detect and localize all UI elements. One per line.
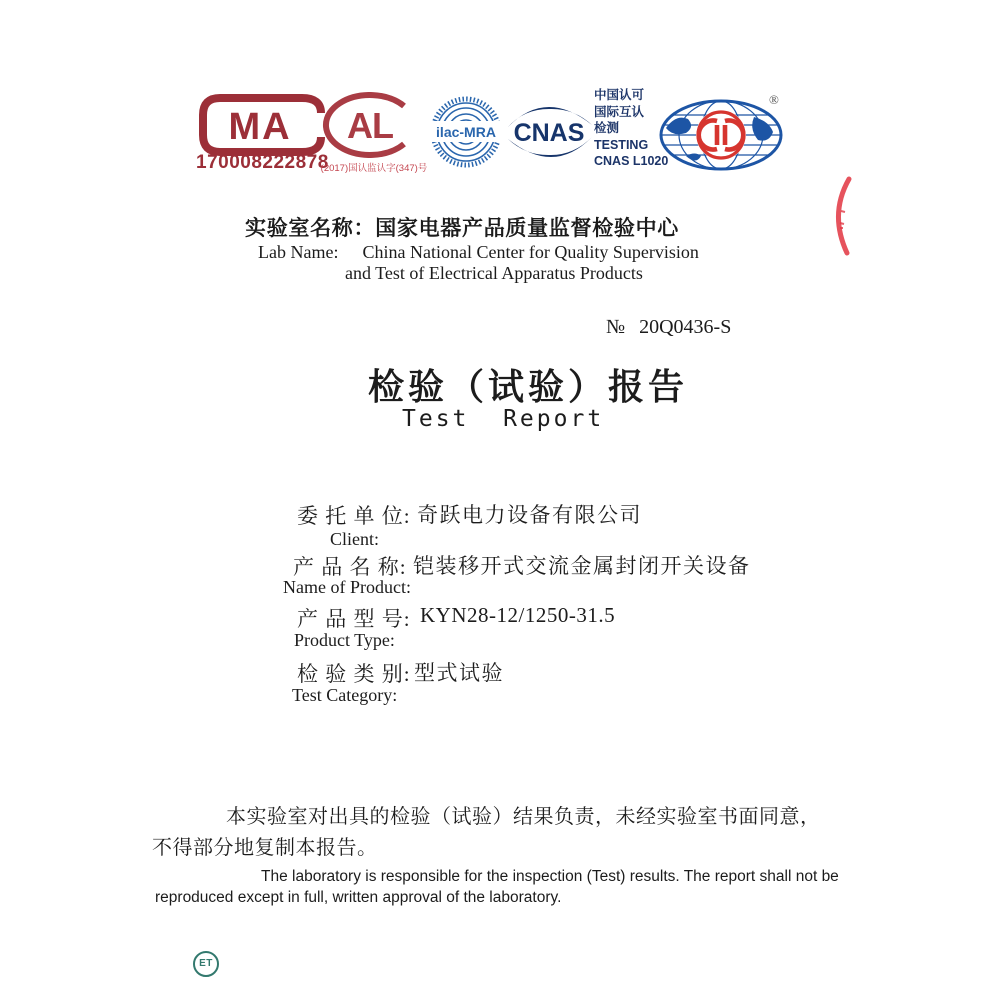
cma-icon: [196, 94, 328, 156]
disclaimer-en: The laboratory is responsible for the inspection (Test) results. The report shall not be reproduced except in full, written approval of the laboratory.: [155, 868, 839, 906]
accreditation-line: 检测: [594, 121, 620, 135]
product-type-label-cn: 产 品 型 号:: [297, 607, 411, 631]
lab-name-en-label: Lab Name:: [258, 242, 339, 262]
registered-trademark-symbol: ®: [769, 92, 779, 107]
product-name-value: 铠装移开式交流金属封闭开关设备: [413, 554, 751, 578]
lab-name-cn: 实验室名称：国家电器产品质量监督检验中心: [245, 217, 679, 240]
globe-logo: [658, 98, 784, 177]
lab-name-en: [258, 242, 699, 263]
accreditation-line: 中国认可: [594, 88, 645, 102]
client-label-cn: 委 托 单 位:: [297, 504, 411, 528]
cal-letters: AL: [347, 105, 393, 146]
product-type-value: KYN28-12/1250-31.5: [420, 603, 616, 627]
cnas-logo: [504, 96, 594, 173]
report-number: [606, 316, 731, 339]
numero-symbol: №: [606, 316, 626, 338]
test-category-label-cn: 检 验 类 别:: [297, 662, 411, 686]
red-seal-arc: [827, 176, 853, 256]
test-category-label-en: Test Category:: [292, 685, 398, 705]
ilac-mra-label: ilac-MRA: [436, 124, 496, 140]
report-title-cn: 检验（试验）报告: [368, 366, 689, 407]
accreditation-line: 国际互认: [594, 104, 645, 119]
product-name-label-cn: 产 品 名 称:: [293, 555, 407, 579]
cma-logo: [196, 94, 329, 173]
product-name-label-en: Name of Product:: [283, 577, 411, 597]
cnas-label: CNAS: [513, 119, 585, 147]
cma-letters: MA: [228, 106, 292, 148]
client-label-en: Client:: [330, 529, 379, 549]
product-type-label-en: Product Type:: [294, 630, 395, 650]
report-title-en: Test Report: [402, 406, 605, 432]
cal-icon: [318, 92, 430, 158]
accreditation-line: CNAS L1020: [594, 154, 669, 168]
lab-name-en-line1: China National Center for Quality Supervision: [362, 242, 699, 262]
ilac-mra-logo: [428, 90, 504, 179]
cal-approval-number: (2017)国认监认字(347)号: [320, 163, 428, 174]
cma-certificate-number: 170008222878: [196, 152, 329, 173]
globe-icon: [658, 98, 784, 172]
cnas-icon: [504, 96, 594, 168]
cal-logo: [318, 92, 430, 174]
ilac-mra-icon: [428, 90, 504, 174]
disclaimer-cn: 本实验室对出具的检验（试验）结果负责，未经实验室书面同意，不得部分地复制本报告。: [152, 806, 821, 859]
et-stamp: ET: [193, 951, 219, 977]
lab-name-en-line2: and Test of Electrical Apparatus Products: [345, 263, 643, 283]
test-category-value: 型式试验: [414, 661, 504, 685]
report-number-value: 20Q0436-S: [639, 316, 732, 338]
accreditation-line: TESTING: [594, 137, 649, 152]
client-value: 奇跃电力设备有限公司: [417, 503, 642, 527]
